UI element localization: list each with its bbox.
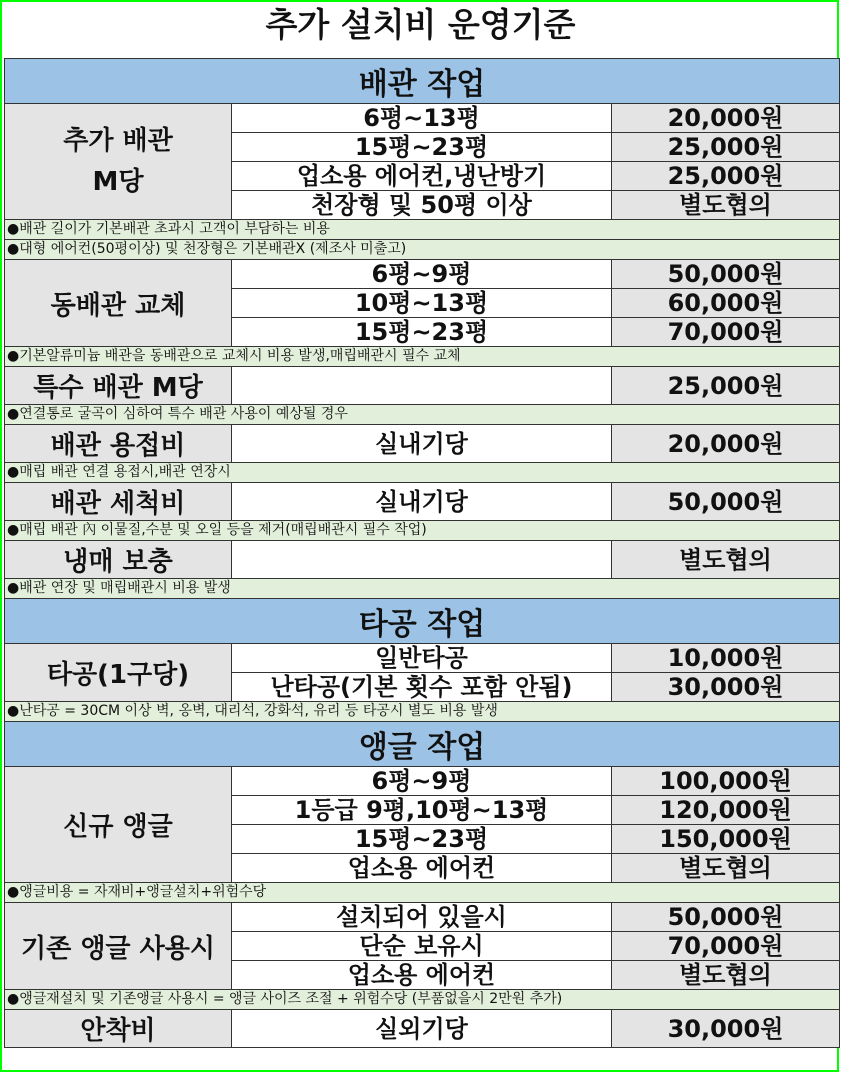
option-cell: 천장형 및 50평 이상	[232, 191, 612, 220]
price-cell: 150,000원	[612, 825, 840, 854]
price-cell: 70,000원	[612, 932, 840, 961]
section-header-row	[5, 59, 840, 104]
category-existing-angle: 기존 앵글 사용시	[5, 903, 232, 990]
section-header-angle: 앵글 작업	[5, 722, 840, 767]
note-text: ●매립 배관 內 이물질,수분 및 오일 등을 제거(매립배관시 필수 작업)	[5, 521, 840, 541]
option-cell: 6평~9평	[232, 260, 612, 289]
option-cell: 업소용 에어컨	[232, 961, 612, 990]
table-row	[5, 903, 840, 932]
category-refrigerant: 냉매 보충	[5, 541, 232, 579]
option-cell	[232, 367, 612, 405]
price-cell: 60,000원	[612, 289, 840, 318]
table-row	[5, 541, 840, 579]
table-row	[5, 260, 840, 289]
price-cell: 25,000원	[612, 367, 840, 405]
price-cell: 100,000원	[612, 767, 840, 796]
category-add-pipe	[5, 104, 232, 220]
note-text: ●앵글비용 = 자재비+앵글설치+위험수당	[5, 883, 840, 903]
price-cell: 별도협의	[612, 961, 840, 990]
price-cell: 70,000원	[612, 318, 840, 347]
option-cell: 10평~13평	[232, 289, 612, 318]
note-text: ●매립 배관 연결 용접시,배관 연장시	[5, 463, 840, 483]
category-label: M당	[92, 166, 144, 197]
option-cell: 6평~13평	[232, 104, 612, 133]
price-cell: 10,000원	[612, 644, 840, 673]
category-copper: 동배관 교체	[5, 260, 232, 347]
option-cell: 난타공(기본 횟수 포함 안됨)	[232, 673, 612, 702]
option-cell: 15평~23평	[232, 318, 612, 347]
category-special-pipe: 특수 배관 M당	[5, 367, 232, 405]
note-text: ●기본알류미늄 배관을 동배관으로 교체시 비용 발생,매립배관시 필수 교체	[5, 347, 840, 367]
table-row	[5, 367, 840, 405]
note-text: ●연결통로 굴곡이 심하여 특수 배관 사용이 예상될 경우	[5, 405, 840, 425]
price-cell: 30,000원	[612, 1010, 840, 1048]
table-row	[5, 425, 840, 463]
note-text: ●배관 길이가 기본배관 초과시 고객이 부담하는 비용	[5, 220, 840, 240]
note-row	[5, 347, 840, 367]
option-cell: 6평~9평	[232, 767, 612, 796]
price-cell: 50,000원	[612, 483, 840, 521]
note-row	[5, 405, 840, 425]
note-row	[5, 579, 840, 599]
note-text: ●앵글재설치 및 기존앵글 사용시 = 앵글 사이즈 조절 + 위험수당 (부품없을시 2만원 추가)	[5, 990, 840, 1010]
section-header-pipe: 배관 작업	[5, 59, 840, 104]
note-text: ●난타공 = 30CM 이상 벽, 옹벽, 대리석, 강화석, 유리 등 타공시 별도 비용 발생	[5, 702, 840, 722]
price-cell: 50,000원	[612, 260, 840, 289]
fee-table	[4, 58, 840, 1048]
option-cell: 15평~23평	[232, 825, 612, 854]
price-cell: 50,000원	[612, 903, 840, 932]
section-header-drill: 타공 작업	[5, 599, 840, 644]
price-cell: 별도협의	[612, 854, 840, 883]
price-cell: 30,000원	[612, 673, 840, 702]
option-cell: 단순 보유시	[232, 932, 612, 961]
option-cell: 실외기당	[232, 1010, 612, 1048]
note-row	[5, 521, 840, 541]
note-row	[5, 220, 840, 240]
note-text: ●배관 연장 및 매립배관시 비용 발생	[5, 579, 840, 599]
option-cell: 실내기당	[232, 483, 612, 521]
category-label: 추가 배관	[63, 126, 173, 157]
price-cell: 별도협의	[612, 191, 840, 220]
option-cell: 15평~23평	[232, 133, 612, 162]
note-row	[5, 463, 840, 483]
table-row	[5, 1010, 840, 1048]
note-row	[5, 240, 840, 260]
table-row	[5, 644, 840, 673]
option-cell: 일반타공	[232, 644, 612, 673]
price-cell: 별도협의	[612, 541, 840, 579]
option-cell: 1등급 9평,10평~13평	[232, 796, 612, 825]
note-row	[5, 702, 840, 722]
option-cell: 실내기당	[232, 425, 612, 463]
page-title: 추가 설치비 운영기준	[265, 5, 576, 44]
category-cleaning: 배관 세척비	[5, 483, 232, 521]
category-new-angle: 신규 앵글	[5, 767, 232, 883]
category-drilling: 타공(1구당)	[5, 644, 232, 702]
option-cell: 업소용 에어컨,냉난방기	[232, 162, 612, 191]
section-header-row	[5, 722, 840, 767]
table-row	[5, 767, 840, 796]
price-cell: 25,000원	[612, 162, 840, 191]
section-header-row	[5, 599, 840, 644]
category-mounting: 안착비	[5, 1010, 232, 1048]
price-cell: 120,000원	[612, 796, 840, 825]
price-cell: 20,000원	[612, 104, 840, 133]
table-row	[5, 483, 840, 521]
note-row	[5, 990, 840, 1010]
option-cell: 업소용 에어컨	[232, 854, 612, 883]
note-row	[5, 883, 840, 903]
option-cell	[232, 541, 612, 579]
price-cell: 20,000원	[612, 425, 840, 463]
category-welding: 배관 용접비	[5, 425, 232, 463]
note-text: ●대형 에어컨(50평이상) 및 천장형은 기본배관X (제조사 미출고)	[5, 240, 840, 260]
price-cell: 25,000원	[612, 133, 840, 162]
option-cell: 설치되어 있을시	[232, 903, 612, 932]
table-row	[5, 104, 840, 133]
